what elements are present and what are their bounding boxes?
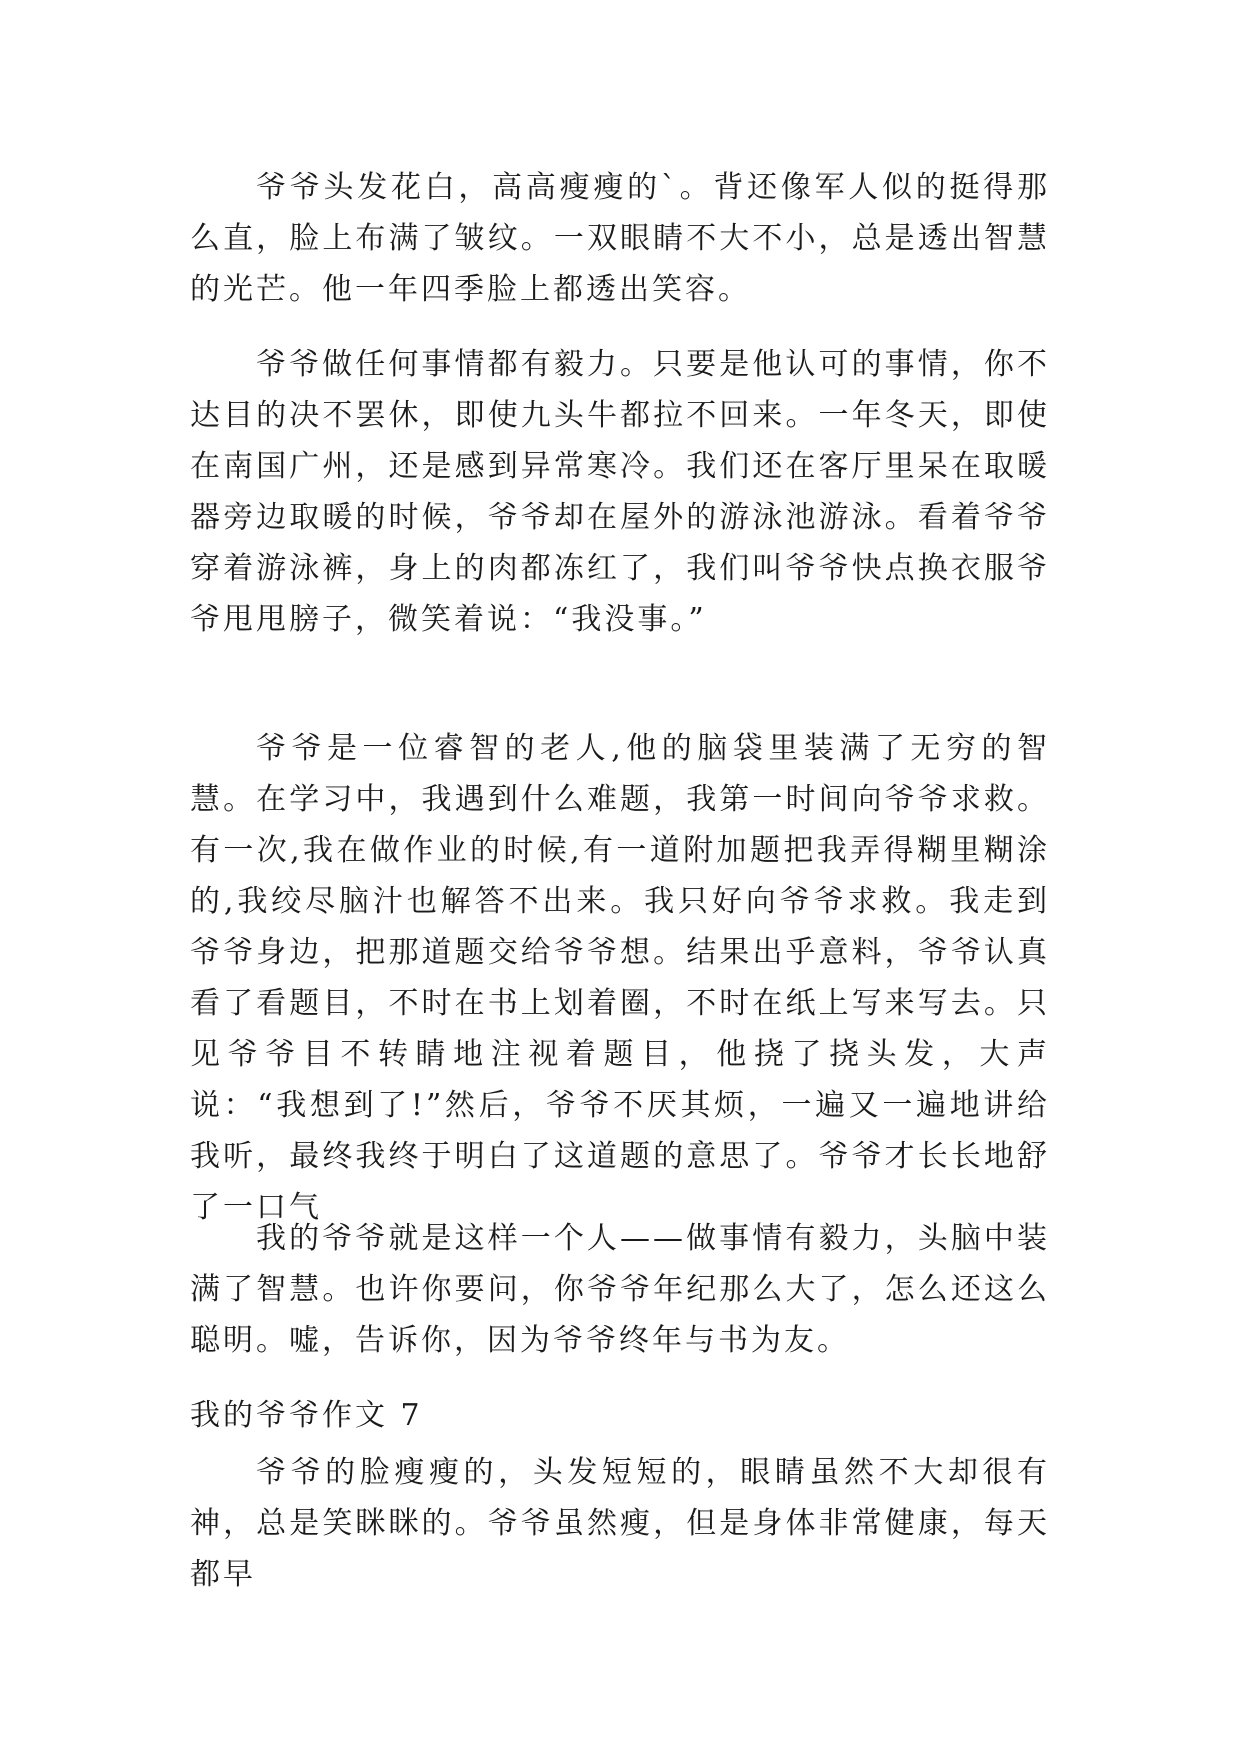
- section-heading: 我的爷爷作文 7: [190, 1398, 423, 1433]
- paragraph-perseverance: 爷爷做任何事情都有毅力。只要是他认可的事情，你不达目的决不罢休，即使九头牛都拉不回来。一年冬天，即使在南国广州，还是感到异常寒冷。我们还在客厅里呆在取暖器旁边取暖的时候，爷爷却在屋外的游泳池游泳。看着爷爷穿着游泳裤，身上的肉都冻红了，我们叫爷爷快点换衣服爷爷甩甩膀子，微笑着说：“我没事。”: [190, 347, 1050, 637]
- paragraph-appearance: 爷爷头发花白，高高瘦瘦的`。背还像军人似的挺得那么直，脸上布满了皱纹。一双眼睛不大不小，总是透出智慧的光芒。他一年四季脸上都透出笑容。: [190, 170, 1050, 307]
- paragraph-conclusion: 我的爷爷就是这样一个人——做事情有毅力，头脑中装满了智慧。也许你要问，你爷爷年纪那么大了，怎么还这么聪明。嘘，告诉你，因为爷爷终年与书为友。: [190, 1221, 1050, 1358]
- paragraph-section-start: 爷爷的脸瘦瘦的，头发短短的，眼睛虽然不大却很有神，总是笑眯眯的。爷爷虽然瘦，但是身体非常健康，每天都早: [190, 1455, 1050, 1592]
- paragraph-wisdom: 爷爷是一位睿智的老人,他的脑袋里装满了无穷的智慧。在学习中，我遇到什么难题，我第一时间向爷爷求救。有一次,我在做作业的时候,有一道附加题把我弄得糊里糊涂的,我绞尽脑汁也解答不出来。我只好向爷爷求救。我走到爷爷身边，把那道题交给爷爷想。结果出乎意料，爷爷认真看了看题目，不时在书上划着圈，不时在纸上写来写去。只见爷爷目不转睛地注视着题目，他挠了挠头发，大声说：“我想到了!”然后，爷爷不厌其烦，一遍又一遍地讲给我听，最终我终于明白了这道题的意思了。爷爷才长长地舒了一口气: [190, 731, 1050, 1225]
